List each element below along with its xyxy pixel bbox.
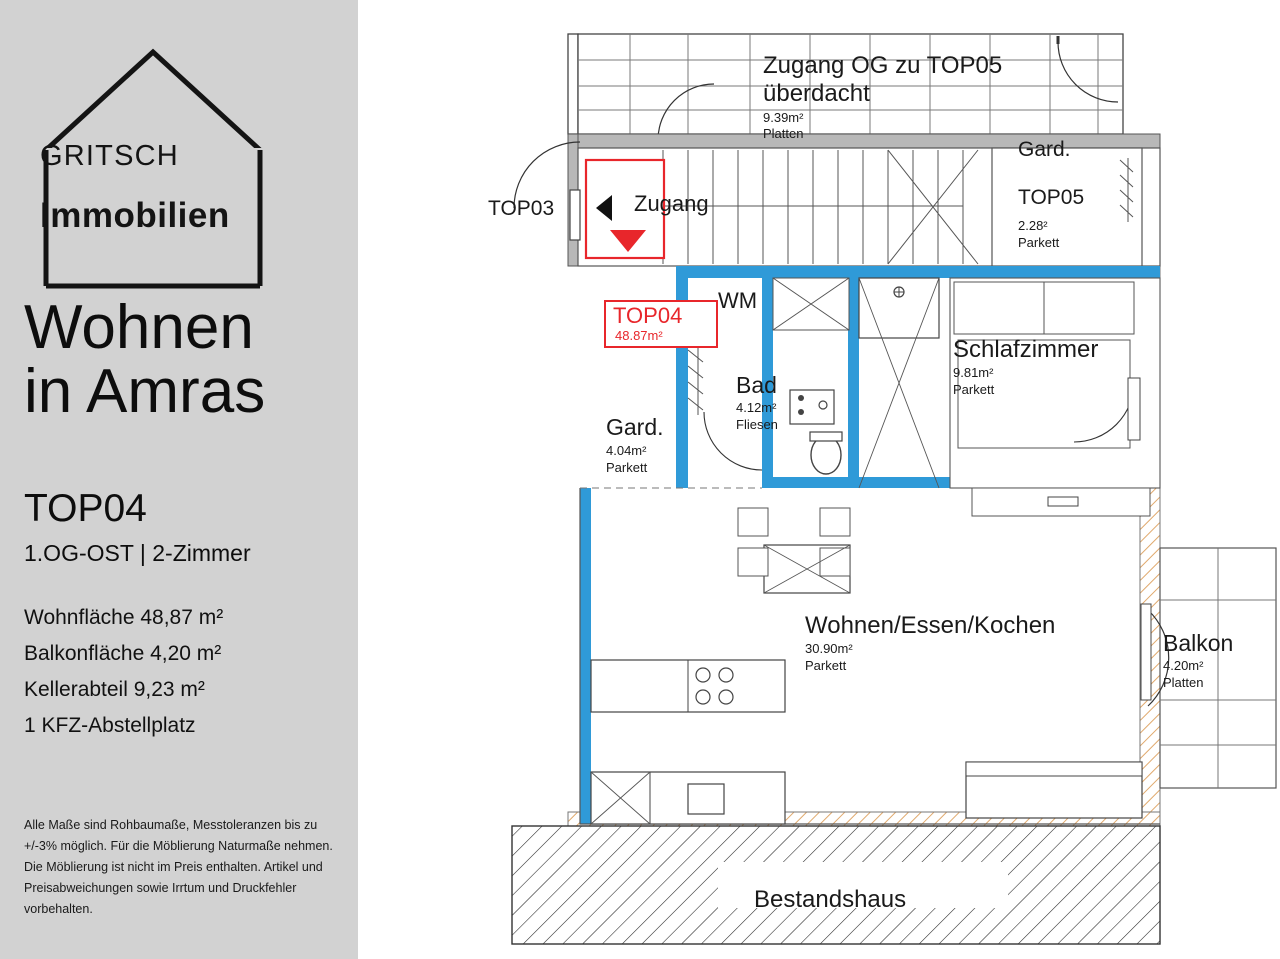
room-gard-area: 4.04m²	[606, 443, 647, 458]
room-schlafzimmer-name: Schlafzimmer	[953, 336, 1099, 363]
headline-line1: Wohnen	[24, 293, 254, 362]
room-bad-name: Bad	[736, 372, 777, 398]
unit-subtitle: 1.OG-OST | 2-Zimmer	[24, 540, 251, 566]
existing-building-label: Bestandshaus	[754, 886, 907, 913]
room-gard-floor: Parkett	[606, 460, 648, 475]
floorplan	[358, 0, 1280, 959]
room-schlafzimmer-area: 9.81m²	[953, 365, 994, 380]
stair-access-title: Zugang OG zu TOP05	[763, 52, 1003, 79]
stair-access-floor: Platten	[763, 126, 804, 141]
neighbor-top03-label: TOP03	[488, 197, 555, 220]
headline-line2: in Amras	[24, 357, 266, 426]
unit-badge-area: 48.87m²	[615, 328, 663, 343]
unit-badge	[604, 300, 718, 348]
unit-code: TOP04	[24, 487, 147, 530]
info-sidebar	[0, 0, 358, 959]
room-balkon-area: 4.20m²	[1163, 658, 1204, 673]
room-balkon-floor: Platten	[1163, 675, 1204, 690]
list-item: 1 KFZ-Abstellplatz	[24, 714, 196, 737]
floorplan-drawing	[358, 0, 1280, 959]
logo-name-line1: GRITSCH	[40, 140, 179, 172]
stair-access-area: 9.39m²	[763, 110, 804, 125]
disclaimer-text: Alle Maße sind Rohbaumaße, Messtoleranzen bis zu +/-3% möglich. Für die Möblierung Naturmaße nehmen. Die Möblierung ist nicht im Preis enthalten. Artikel und Preisabweichungen sowie Irrtum und Druckfehler vorbehalten.	[24, 818, 333, 916]
logo-name-line2: Immobilien	[40, 196, 230, 235]
list-item: Kellerabteil 9,23 m²	[24, 678, 205, 701]
room-schlafzimmer-floor: Parkett	[953, 382, 995, 397]
room-wohnen-name: Wohnen/Essen/Kochen	[805, 612, 1056, 639]
entrance-label: Zugang	[634, 191, 709, 216]
page-title	[24, 293, 344, 426]
list-item: Wohnfläche 48,87 m²	[24, 606, 224, 629]
room-gard-top05-name-l1: Gard.	[1018, 138, 1071, 161]
appliance-wm-label: WM	[718, 288, 758, 313]
room-wohnen-area: 30.90m²	[805, 641, 853, 656]
room-gard-name: Gard.	[606, 414, 664, 440]
room-bad-area: 4.12m²	[736, 400, 777, 415]
room-gard-top05-floor: Parkett	[1018, 235, 1060, 250]
list-item: Balkonfläche 4,20 m²	[24, 642, 222, 665]
room-wohnen-floor: Parkett	[805, 658, 847, 673]
room-balkon-name: Balkon	[1163, 630, 1234, 656]
unit-badge-label: TOP04	[613, 303, 683, 328]
room-gard-top05-name-l2: TOP05	[1018, 186, 1085, 209]
room-gard-top05-area: 2.28²	[1018, 218, 1048, 233]
room-bad-floor: Fliesen	[736, 417, 778, 432]
stair-access-subtitle: überdacht	[763, 80, 870, 107]
facts-list	[24, 600, 344, 744]
